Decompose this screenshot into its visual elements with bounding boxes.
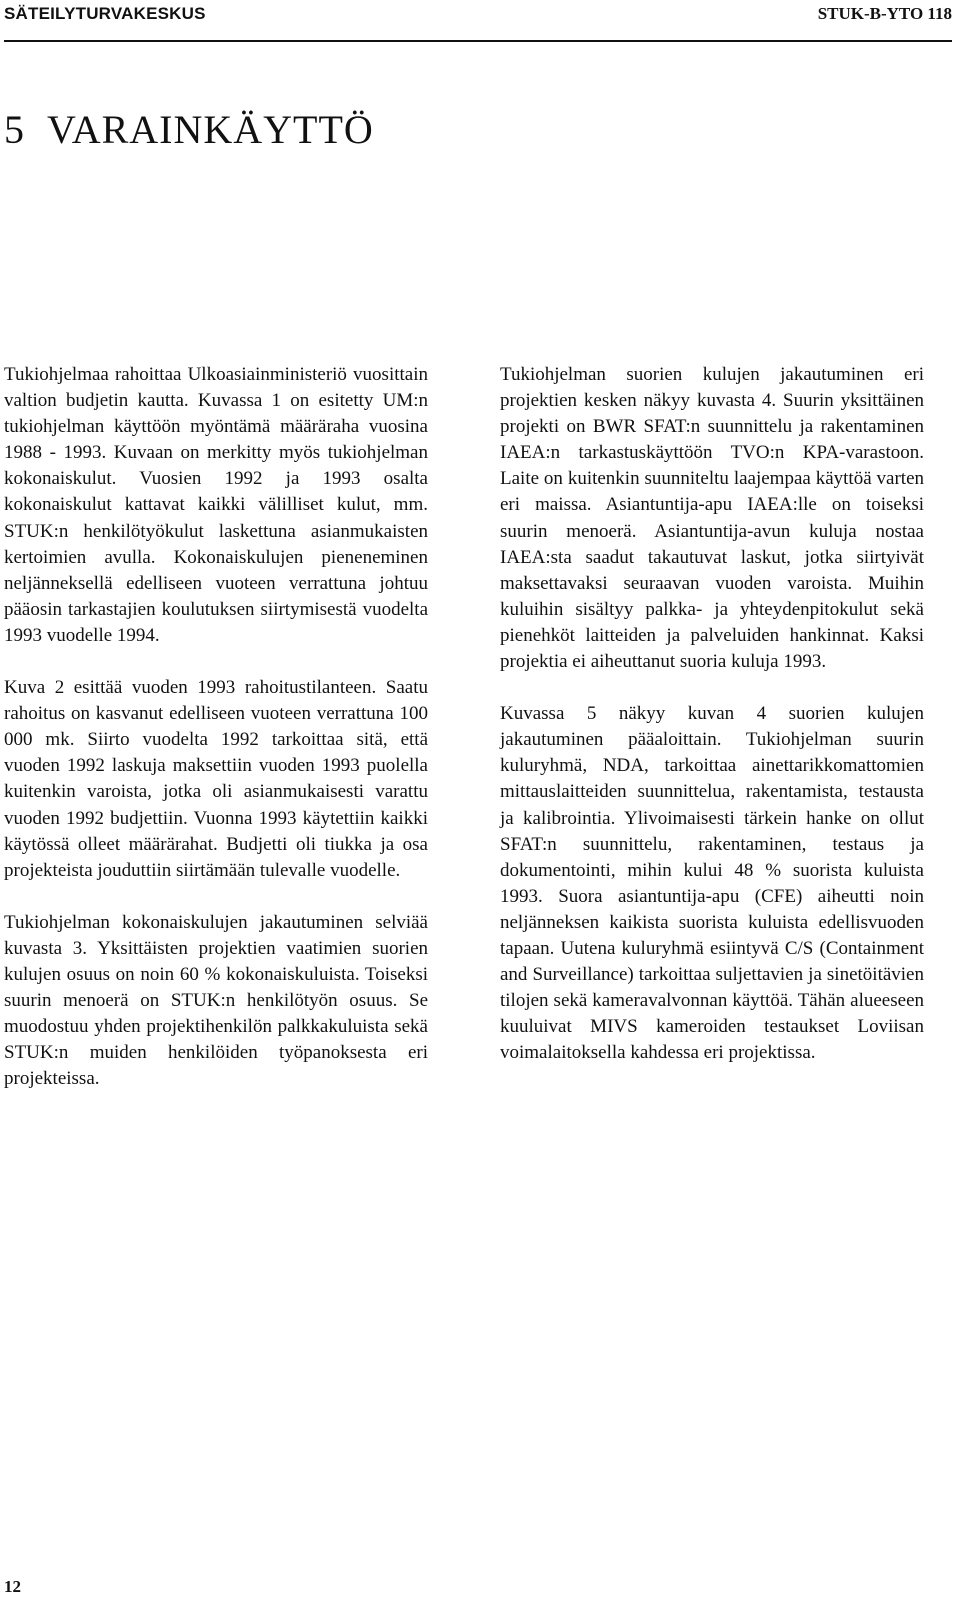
paragraph: Kuva 2 esittää vuoden 1993 rahoitustilanteen. Saatu rahoitus on kasvanut edelliseen vuoteen verrattuna 100 000 mk. Siirto vuodelta 1992 tarkoittaa sitä, että vuoden 1992 laskuja maksettiin vuoden 1993 puolella kuitenkin varoista, jotka oli asianmukaisesti varattu vuoden 1992 budjettiin. Vuonna 1993 käytettiin kaikki käytössä olleet määrärahat. Budjetti oli tiukka ja osa projekteista jouduttiin siirtämään tulevalle vuodelle. — [4, 677, 428, 881]
chapter-title: VARAINKÄYTTÖ — [47, 107, 374, 152]
page-number: 12 — [4, 1577, 21, 1596]
chapter-heading — [4, 106, 374, 153]
left-column — [4, 362, 428, 1118]
header-divider — [4, 40, 952, 42]
report-code: STUK-B-YTO 118 — [817, 4, 952, 23]
page-header — [4, 4, 952, 34]
paragraph: Tukiohjelmaa rahoittaa Ulkoasiainministeriö vuosittain valtion budjetin kautta. Kuvassa 1 on esitetty UM:n tukiohjelman käyttöön myöntämä määräraha vuosina 1988 - 1993. Kuvaan on merkitty myös tukiohjelman kokonaiskulut. Vuosien 1992 ja 1993 osalta kokonaiskulut kattavat kaikki välilliset kulut, mm. STUK:n henkilötyökulut laskettuna asianmukaisten kertoimien avulla. Kokonaiskulujen pieneneminen neljänneksellä edelliseen vuoteen verrattuna johtuu pääosin tarkastajien koulutuksen siirtymisestä vuodelta 1993 vuodelle 1994. — [4, 364, 428, 646]
right-column — [500, 362, 924, 1092]
paragraph: Kuvassa 5 näkyy kuvan 4 suorien kulujen jakautuminen pääaloittain. Tukiohjelman suurin kuluryhmä, NDA, tarkoittaa ainettarikkomattomien mittauslaitteiden suunnittelua, rakentamista, testausta ja kalibrointia. Ylivoimaisesti tärkein hanke on ollut SFAT:n suunnittelu, rakentaminen, testaus ja dokumentointi, mihin kului 48 % suorista kuluista 1993. Suora asiantuntija-apu (CFE) aiheutti noin neljänneksen kaikista suorista kuluista edellisvuoden tapaan. Uutena kuluryhmä esiintyvä C/S (Containment and Surveillance) tarkoittaa suljettavien ja sinetöitävien tilojen sekä kameravalvonnan käyttöä. Tähän alueeseen kuuluivat MIVS kameroiden testaukset Loviisan voimalaitoksella kahdessa eri projektissa. — [500, 703, 924, 1064]
organization-name: SÄTEILYTURVAKESKUS — [4, 4, 206, 23]
paragraph: Tukiohjelman suorien kulujen jakautuminen eri projektien kesken näkyy kuvasta 4. Suurin yksittäinen projekti on BWR SFAT:n suunnittelu ja rakentaminen IAEA:n tarkastuskäyttöön TVO:n KPA-varastoon. Laite on kuitenkin suunniteltu laajempaa käyttöä varten eri maissa. Asiantuntija-apu IAEA:lle on toiseksi suurin menoerä. Asiantuntija-avun kuluja nostaa IAEA:sta saadut takautuvat laskut, jotka siirtyivät maksettavaksi seuraavan vuoden varoista. Muihin kuluihin sisältyy palkka- ja yhteydenpitokulut sekä pienehköt laitteiden ja palveluiden hankinnat. Kaksi projektia ei aiheuttanut suoria kuluja 1993. — [500, 364, 924, 673]
chapter-number: 5 — [4, 107, 25, 152]
paragraph: Tukiohjelman kokonaiskulujen jakautuminen selviää kuvasta 3. Yksittäisten projektien vaatimien suorien kulujen osuus on noin 60 % kokonaiskuluista. Toiseksi suurin menoerä on STUK:n henkilötyön osuus. Se muodostuu yhden projektihenkilön palkkakuluista sekä STUK:n muiden henkilöiden työpanoksesta eri projekteissa. — [4, 911, 428, 1090]
